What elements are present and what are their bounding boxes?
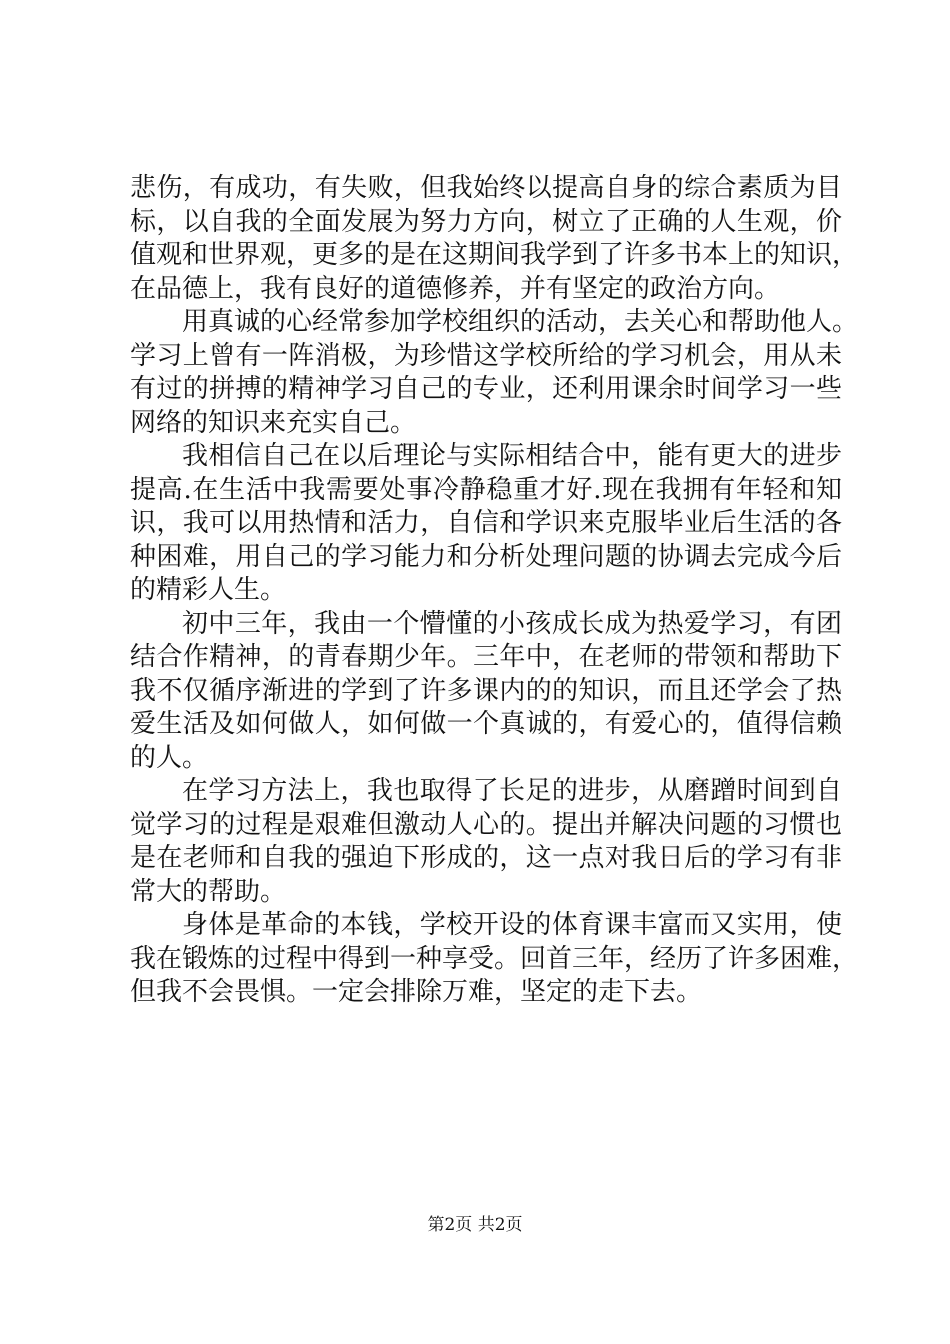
page-number-footer: 第2页 共2页 <box>427 1215 523 1235</box>
text-line: 我在锻炼的过程中得到一种享受。回首三年，经历了许多困难， <box>130 943 859 974</box>
text-line: 悲伤，有成功，有失败，但我始终以提高自身的综合素质为目 <box>130 173 842 203</box>
text-line: 在学习方法上，我也取得了长足的进步，从磨蹭时间到自 <box>182 776 842 806</box>
text-line: 标，以自我的全面发展为努力方向，树立了正确的人生观，价 <box>130 206 842 237</box>
text-line: 识，我可以用热情和活力，自信和学识来克服毕业后生活的各 <box>130 508 842 538</box>
text-line: 有过的拼搏的精神学习自己的专业，还利用课余时间学习一些 <box>130 374 842 404</box>
text-line: 我不仅循序渐进的学到了许多课内的的知识，而且还学会了热 <box>130 675 842 706</box>
text-line: 学习上曾有一阵消极，为珍惜这学校所给的学习机会，用从未 <box>130 340 842 371</box>
text-line: 觉学习的过程是艰难但激动人心的。提出并解决问题的习惯也 <box>130 809 842 840</box>
text-line: 但我不会畏惧。一定会排除万难，坚定的走下去。 <box>130 977 703 1007</box>
text-line: 身体是革命的本钱，学校开设的体育课丰富而又实用，使 <box>182 910 842 940</box>
text-line: 用真诚的心经常参加学校组织的活动，去关心和帮助他人。 <box>182 307 859 337</box>
paragraph <box>130 909 859 1010</box>
paragraph <box>130 608 842 776</box>
text-line: 是在老师和自我的强迫下形成的，这一点对我日后的学习有非 <box>130 843 842 873</box>
text-line: 提高.在生活中我需要处事冷静稳重才好.现在我拥有年轻和知 <box>130 474 842 505</box>
text-line: 种困难，用自己的学习能力和分析处理问题的协调去完成今后 <box>130 541 842 572</box>
text-line: 网络的知识来充实自己。 <box>130 407 417 438</box>
text-line: 爱生活及如何做人，如何做一个真诚的，有爱心的，值得信赖 <box>130 709 842 739</box>
paragraph <box>130 172 859 306</box>
text-line: 初中三年，我由一个懵懂的小孩成长成为热爱学习，有团 <box>182 608 842 639</box>
text-line: 常大的帮助。 <box>130 876 287 907</box>
text-line: 值观和世界观，更多的是在这期间我学到了许多书本上的知识， <box>130 240 859 270</box>
document-body <box>130 172 859 1010</box>
paragraph <box>130 775 842 909</box>
text-line: 我相信自己在以后理论与实际相结合中，能有更大的进步 <box>182 441 842 471</box>
text-line: 结合作精神，的青春期少年。三年中，在老师的带领和帮助下 <box>130 642 842 672</box>
text-line: 在品德上，我有良好的道德修养，并有坚定的政治方向。 <box>130 273 781 304</box>
paragraph <box>130 440 842 608</box>
text-line: 的精彩人生。 <box>130 575 287 605</box>
paragraph <box>130 306 859 440</box>
text-line: 的人。 <box>130 742 209 773</box>
